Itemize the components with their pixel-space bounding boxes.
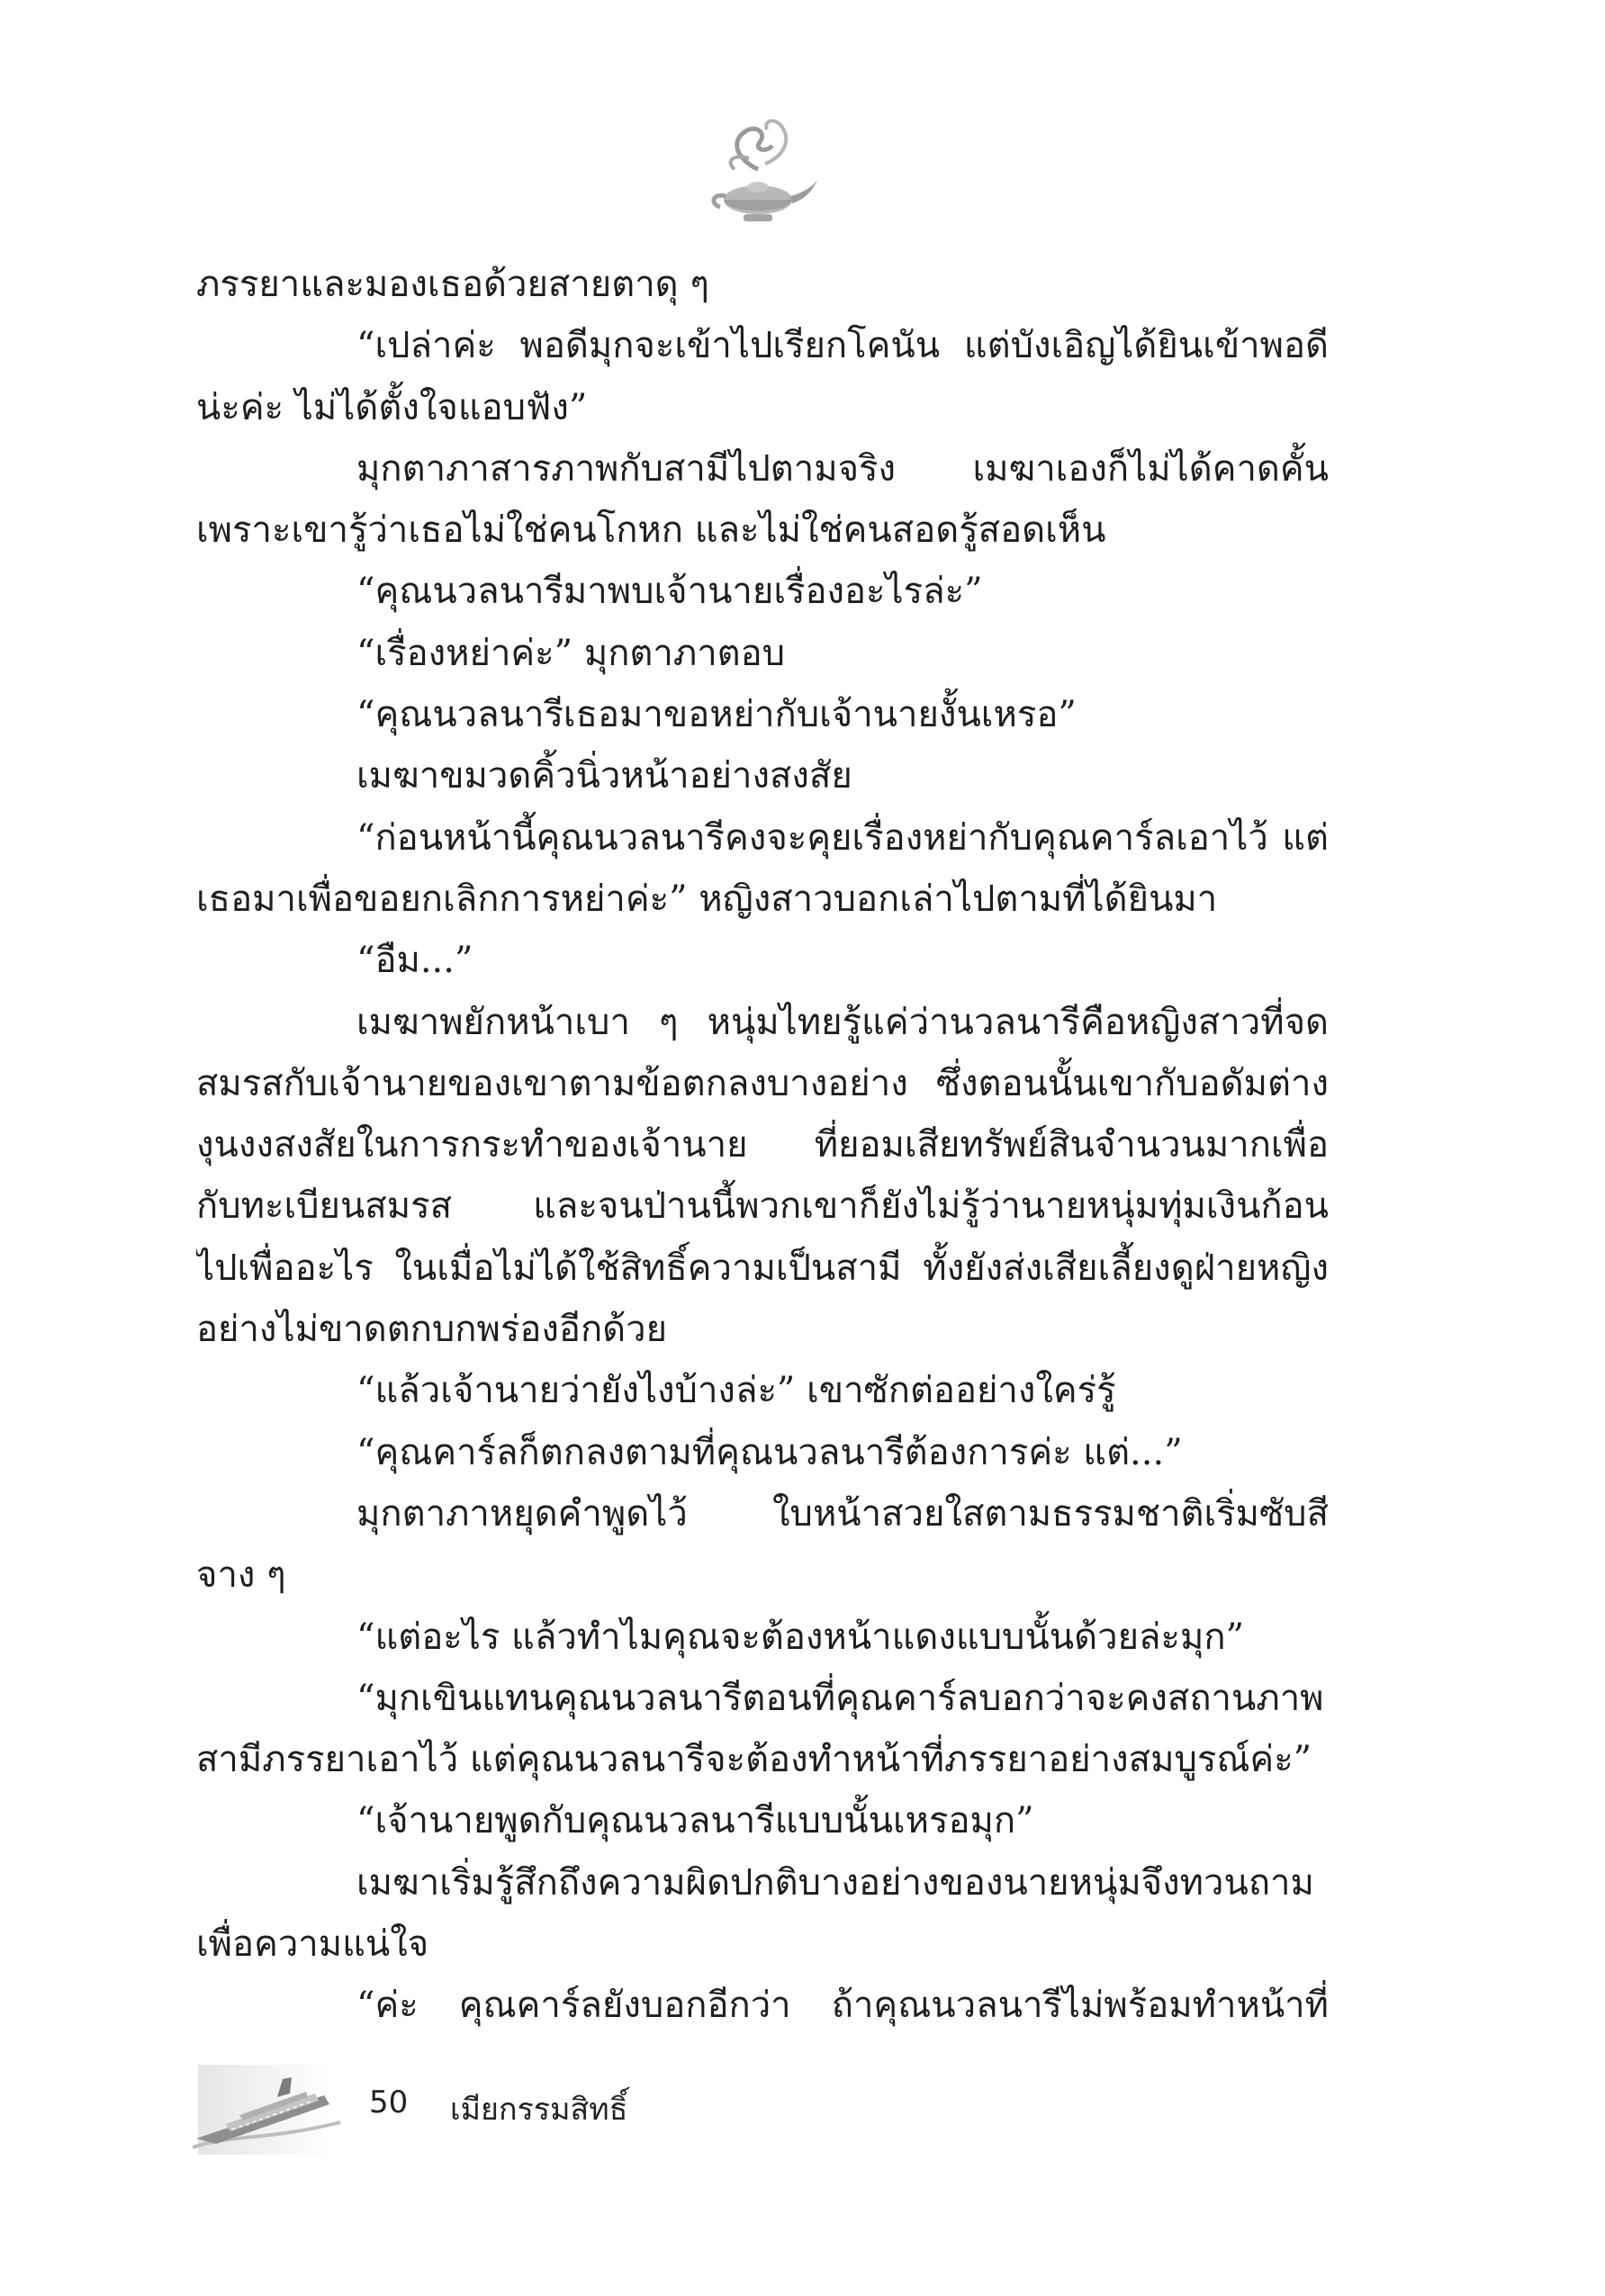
text-line: “แต่อะไร แล้วทำไมคุณจะต้องหน้าแดงแบบนั้นด้วยล่ะมุก” xyxy=(356,1616,1245,1658)
page-footer xyxy=(189,2059,819,2158)
text-line: “ค่ะ คุณคาร์ลยังบอกอีกว่า ถ้าคุณนวลนารีไม่พร้อมทำหน้าที่ xyxy=(356,1985,1329,2027)
text-line: ไปเพื่ออะไร ในเมื่อไม่ได้ใช้สิทธิ์ความเป็นสามี ทั้งยังส่งเสียเลี้ยงดูฝ่ายหญิง xyxy=(196,1247,1329,1289)
text-line: สมรสกับเจ้านายของเขาตามข้อตกลงบางอย่าง ซึ่งตอนนั้นเขากับอดัมต่าง xyxy=(196,1062,1329,1104)
book-title: เมียกรรมสิทธิ์ xyxy=(450,2092,628,2128)
text-line: มุกตาภาสารภาพกับสามีไปตามจริง เมฆาเองก็ไม่ได้คาดคั้น xyxy=(356,447,1329,490)
text-line: “คุณนวลนารีมาพบเจ้านายเรื่องอะไรล่ะ” xyxy=(356,571,983,613)
text-line: “คุณนวลนารีเธอมาขอหย่ากับเจ้านายงั้นเหรอ” xyxy=(356,694,1077,736)
body-text xyxy=(196,254,1329,2037)
text-line: อย่างไม่ขาดตกบกพร่องอีกด้วย xyxy=(196,1309,668,1351)
text-line: น่ะค่ะ ไม่ได้ตั้งใจแอบฟัง” xyxy=(196,386,588,428)
text-line: “อืม...” xyxy=(356,940,473,982)
text-line: “คุณคาร์ลก็ตกลงตามที่คุณนวลนารีต้องการค่ะ แต่...” xyxy=(356,1431,1183,1473)
text-line: เธอมาเพื่อขอยกเลิกการหย่าค่ะ” หญิงสาวบอกเล่าไปตามที่ได้ยินมา xyxy=(196,878,1218,920)
text-line: ภรรยาและมองเธอด้วยสายตาดุ ๆ xyxy=(196,264,709,305)
text-line: “ก่อนหน้านี้คุณนวลนารีคงจะคุยเรื่องหย่ากับคุณคาร์ลเอาไว้ แต่ xyxy=(356,816,1329,859)
page-number: 50 xyxy=(369,2084,409,2120)
text-line: เพื่อความแน่ใจ xyxy=(196,1923,429,1966)
text-line: “มุกเขินแทนคุณนวลนารีตอนที่คุณคาร์ลบอกว่าจะคงสถานภาพ xyxy=(356,1677,1324,1719)
text-line: “แล้วเจ้านายว่ายังไงบ้างล่ะ” เขาซักต่ออย่างใคร่รู้ xyxy=(356,1370,1116,1412)
cruise-ship-icon xyxy=(189,2059,342,2158)
text-line: เมฆาขมวดคิ้วนิ่วหน้าอย่างสงสัย xyxy=(356,755,852,797)
text-line: กับทะเบียนสมรส และจนป่านนี้พวกเขาก็ยังไม่รู้ว่านายหนุ่มทุ่มเงินก้อน xyxy=(196,1185,1329,1228)
text-line: เมฆาเริ่มรู้สึกถึงความผิดปกติบางอย่างของนายหนุ่มจึงทวนถาม xyxy=(356,1861,1314,1904)
text-line: เมฆาพยักหน้าเบา ๆ หนุ่มไทยรู้แค่ว่านวลนารีคือหญิงสาวที่จด xyxy=(356,1001,1329,1043)
text-line: งุนงงสงสัยในการกระทำของเจ้านาย ที่ยอมเสียทรัพย์สินจำนวนมากเพื่อ xyxy=(196,1124,1329,1166)
text-line: มุกตาภาหยุดคำพูดไว้ ใบหน้าสวยใสตามธรรมชาติเริ่มซับสี xyxy=(356,1492,1329,1535)
text-line: จาง ๆ xyxy=(196,1554,286,1597)
text-line: “เปล่าค่ะ พอดีมุกจะเข้าไปเรียกโคนัน แต่บังเอิญได้ยินเข้าพอดี xyxy=(356,325,1329,367)
text-line: “เจ้านายพูดกับคุณนวลนารีแบบนั้นเหรอมุก” xyxy=(356,1800,1034,1842)
text-line: “เรื่องหย่าค่ะ” มุกตาภาตอบ xyxy=(356,632,786,674)
genie-lamp-icon xyxy=(702,106,819,232)
text-line: เพราะเขารู้ว่าเธอไม่ใช่คนโกหก และไม่ใช่คนสอดรู้สอดเห็น xyxy=(196,509,1106,552)
text-line: สามีภรรยาเอาไว้ แต่คุณนวลนารีจะต้องทำหน้าที่ภรรยาอย่างสมบูรณ์ค่ะ” xyxy=(196,1739,1312,1781)
